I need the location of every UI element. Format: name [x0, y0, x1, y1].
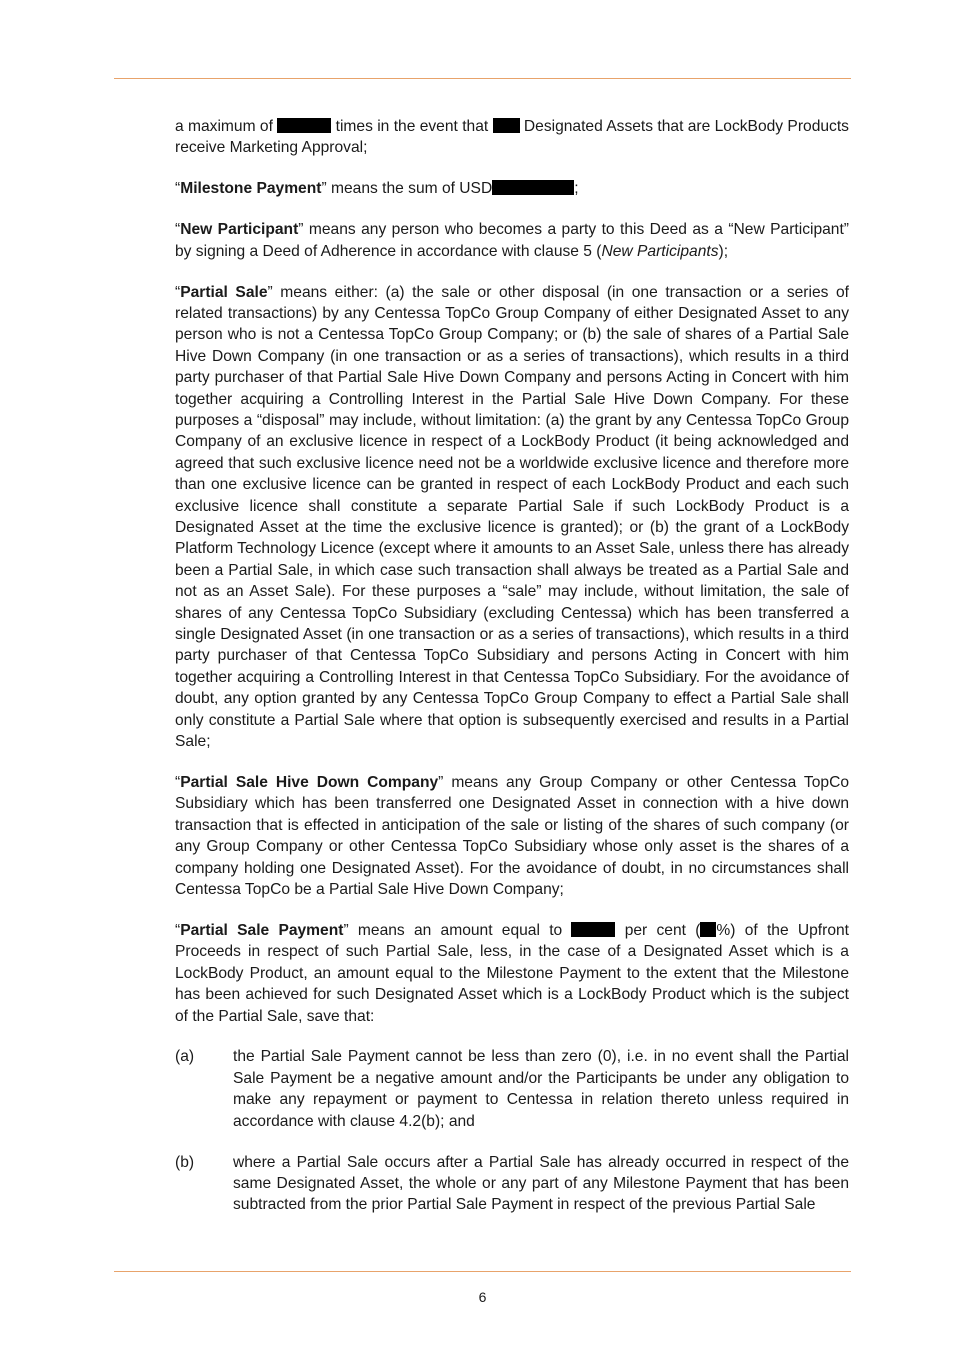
page-number: 6	[478, 1289, 487, 1305]
footer-rule	[114, 1271, 851, 1272]
open-quote: “	[175, 773, 181, 791]
open-quote: “	[175, 180, 181, 198]
document-body	[175, 116, 849, 1235]
close-quote: ”	[321, 180, 327, 198]
defined-term: Partial Sale Hive Down Company	[180, 773, 439, 791]
text-fragment: per cent (	[624, 921, 701, 939]
close-quote: ”	[298, 221, 304, 239]
definition-text: means either: (a) the sale or other disposal (in one transaction or a series of related transactions) by any Centessa TopCo Group Company of either Designated Asset to any person who is not a Centessa TopCo Group Company; or (b) the sale of shares of a Partial Sale Hive Down Company (in one transaction or as a series of transactions), which results in a third party purchaser of that Partial Sale Hive Down Company and persons Acting in Concert with him together acquiring a Controlling Interest in the Partial Sale Hive Down Company. For these purposes a “disposal” may include, without limitation: (a) the grant by any Centessa TopCo Group Company of an exclusive licence in respect of a LockBody Product (it being acknowledged and agreed that such exclusive licence need not be a worldwide exclusive licence and therefore more than one exclusive licence can be granted in respect of each LockBody Product and each such exclusive licence shall constitute a separate Partial Sale if such LockBody Product is a Designated Asset at the time the exclusive licence is granted); or (b) the grant of a LockBody Platform Technology Licence (except where it amounts to an Asset Sale, unless there has already been a Partial Sale, in which case such transaction shall always be treated as a Partial Sale and not as an Asset Sale). For these purposes a “sale” may include, without limitation, the sale of shares of any Centessa TopCo Subsidiary (excluding Centessa) which has been transferred a single Designated Asset (in one transaction or as a series of transactions), which results in a third party purchaser of that Centessa TopCo Subsidiary and persons Acting in Concert with him together acquiring a Controlling Interest in that Centessa TopCo Subsidiary. For the avoidance of doubt, any option granted by any Centessa TopCo Group Company to effect a Partial Sale shall only constitute a Partial Sale where that option is subsequently exercised and results in a Partial Sale;	[175, 283, 849, 751]
list-item-text: the Partial Sale Payment cannot be less than zero (0), i.e. in no event shall the Partial Sale Payment be a negative amount and/or the Participants be under any obligation to make any repayment or payment to Centessa in relation thereto unless required in accordance with clause 4.2(b); and	[233, 1048, 849, 1130]
list-item	[175, 1046, 849, 1132]
text-fragment: );	[718, 242, 729, 260]
definition-partial-sale-payment	[175, 920, 849, 1027]
defined-term: New Participant	[180, 221, 299, 239]
text-fragment: %) of the Upfront Proceeds in respect of such Partial Sale, less, in the case of a Designated Asset which is a LockBody Product, an amount equal to the Milestone Payment to the extent that the Milestone has been achieved for such Designated Asset which is a LockBody Product which is the subject of the Partial Sale, save that:	[175, 921, 850, 1025]
redaction-box	[492, 180, 574, 195]
text-fragment: ;	[574, 180, 579, 198]
list-item-label: (b)	[175, 1153, 195, 1171]
defined-term: Partial Sale	[180, 283, 268, 301]
definition-text: means any Group Company or other Centessa TopCo Subsidiary which has been transferred one Designated Asset in connection with a hive down transaction that is effected in anticipation of the sale or listing of the shares of such company (or any Group Company or other Centessa TopCo Subsidiary whose only asset is the shares of a company holding one Designated Asset). For the avoidance of doubt, in no circumstances shall Centessa TopCo be a Partial Sale Hive Down Company;	[175, 773, 849, 898]
cross-reference: New Participants	[601, 242, 719, 260]
definition-partial-sale-hive-down-company	[175, 772, 849, 900]
open-quote: “	[175, 221, 181, 239]
redaction-box	[700, 922, 716, 937]
redaction-box	[571, 922, 615, 937]
text-fragment: a maximum of	[175, 118, 273, 135]
text-fragment: times in the event that	[335, 118, 489, 135]
header-rule	[114, 78, 851, 79]
close-quote: ”	[343, 921, 349, 939]
list-item-label: (a)	[175, 1048, 195, 1066]
definition-new-participant	[175, 219, 849, 262]
defined-term: Partial Sale Payment	[180, 921, 344, 939]
definition-text: means any person who becomes a party to this Deed as a “New Participant” by signing a Deed of Adherence in accordance with clause 5 (	[175, 221, 849, 260]
open-quote: “	[175, 283, 181, 301]
close-quote: ”	[438, 773, 444, 791]
list-item-text: where a Partial Sale occurs after a Partial Sale has already occurred in respect of the same Designated Asset, the whole or any part of any Milestone Payment that has been subtracted from the prior Partial Sale Payment in respect of the previous Partial Sale	[233, 1153, 849, 1214]
redaction-box	[493, 118, 520, 133]
redaction-box	[277, 118, 331, 133]
definition-continuation	[175, 116, 849, 159]
definition-text: means the sum of USD	[331, 180, 493, 198]
open-quote: “	[175, 921, 181, 939]
text-fragment: Designated Assets that are LockBody Products receive Marketing Approval;	[175, 118, 849, 157]
definition-partial-sale	[175, 282, 849, 753]
close-quote: ”	[267, 283, 273, 301]
list-item	[175, 1152, 849, 1216]
defined-term: Milestone Payment	[180, 180, 322, 198]
definition-text: means an amount equal to	[357, 921, 563, 939]
definition-milestone-payment	[175, 178, 849, 199]
